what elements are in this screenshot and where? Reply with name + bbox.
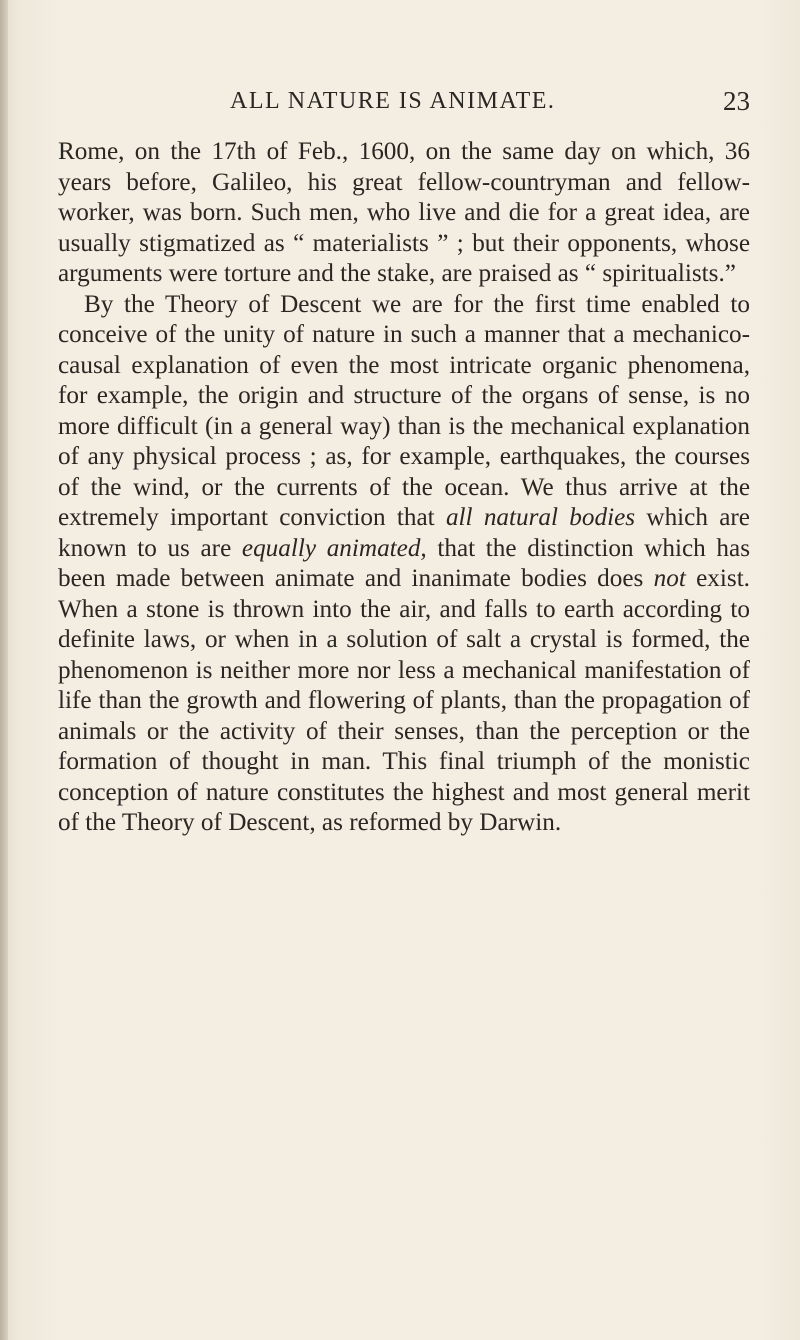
paragraph-1-text: Rome, on the 17th of Feb., 1600, on the same day on which, 36 years before, Galileo, his great fellow-countryman and fellow-worker, was born. Such men, who live and die for a great idea, are usually stigmatized as “ materialists ” ; but their opponents, whose arguments were torture and the stake, are praised as “ spiritualists.” xyxy=(58,138,750,287)
paragraph-2-text-a: By the Theory of Descent we are for the first time enabled to conceive of the unity of nature in such a manner that a mechanico-causal explanation of even the most intricate organic phenomena, for example, the origin and structure of the organs of sense, is no more difficult (in a general way) than is the mechanical explanation of any physical process ; as, for example, earthquakes, the courses of the wind, or the currents of the ocean. We thus arrive at the extremely important conviction that xyxy=(58,290,750,531)
emphasis-equally-animated: equally animated, xyxy=(241,534,427,562)
running-title: ALL NATURE IS ANIMATE. xyxy=(230,88,556,114)
emphasis-not: not xyxy=(653,565,686,592)
paragraph-2-text-b: which are known to us are xyxy=(58,504,750,562)
paragraph-1 xyxy=(58,137,750,290)
paragraph-2-text-c: that the distinction which has been made between animate and inanimate bodies does xyxy=(58,534,750,592)
paragraph-2-text-d: exist. When a stone is thrown into the air, and falls to earth according to definite laws, or when in a solution of salt a crystal is formed, the phenomenon is neither more nor less a mechanical manifestation of life than the growth and flowering of plants, than the propagation of animals or the activity of their senses, than the perception or the formation of thought in man. This final triumph of the monistic conception of nature constitutes the highest and most general merit of the Theory of Descent, as reformed by Darwin. xyxy=(58,565,750,836)
emphasis-all-natural-bodies: all natural bodies xyxy=(445,504,636,531)
page-gutter-shadow xyxy=(0,0,8,1340)
page-number: 23 xyxy=(723,86,750,116)
body-text xyxy=(58,137,750,839)
paragraph-2 xyxy=(58,290,750,839)
page-header xyxy=(90,88,750,122)
